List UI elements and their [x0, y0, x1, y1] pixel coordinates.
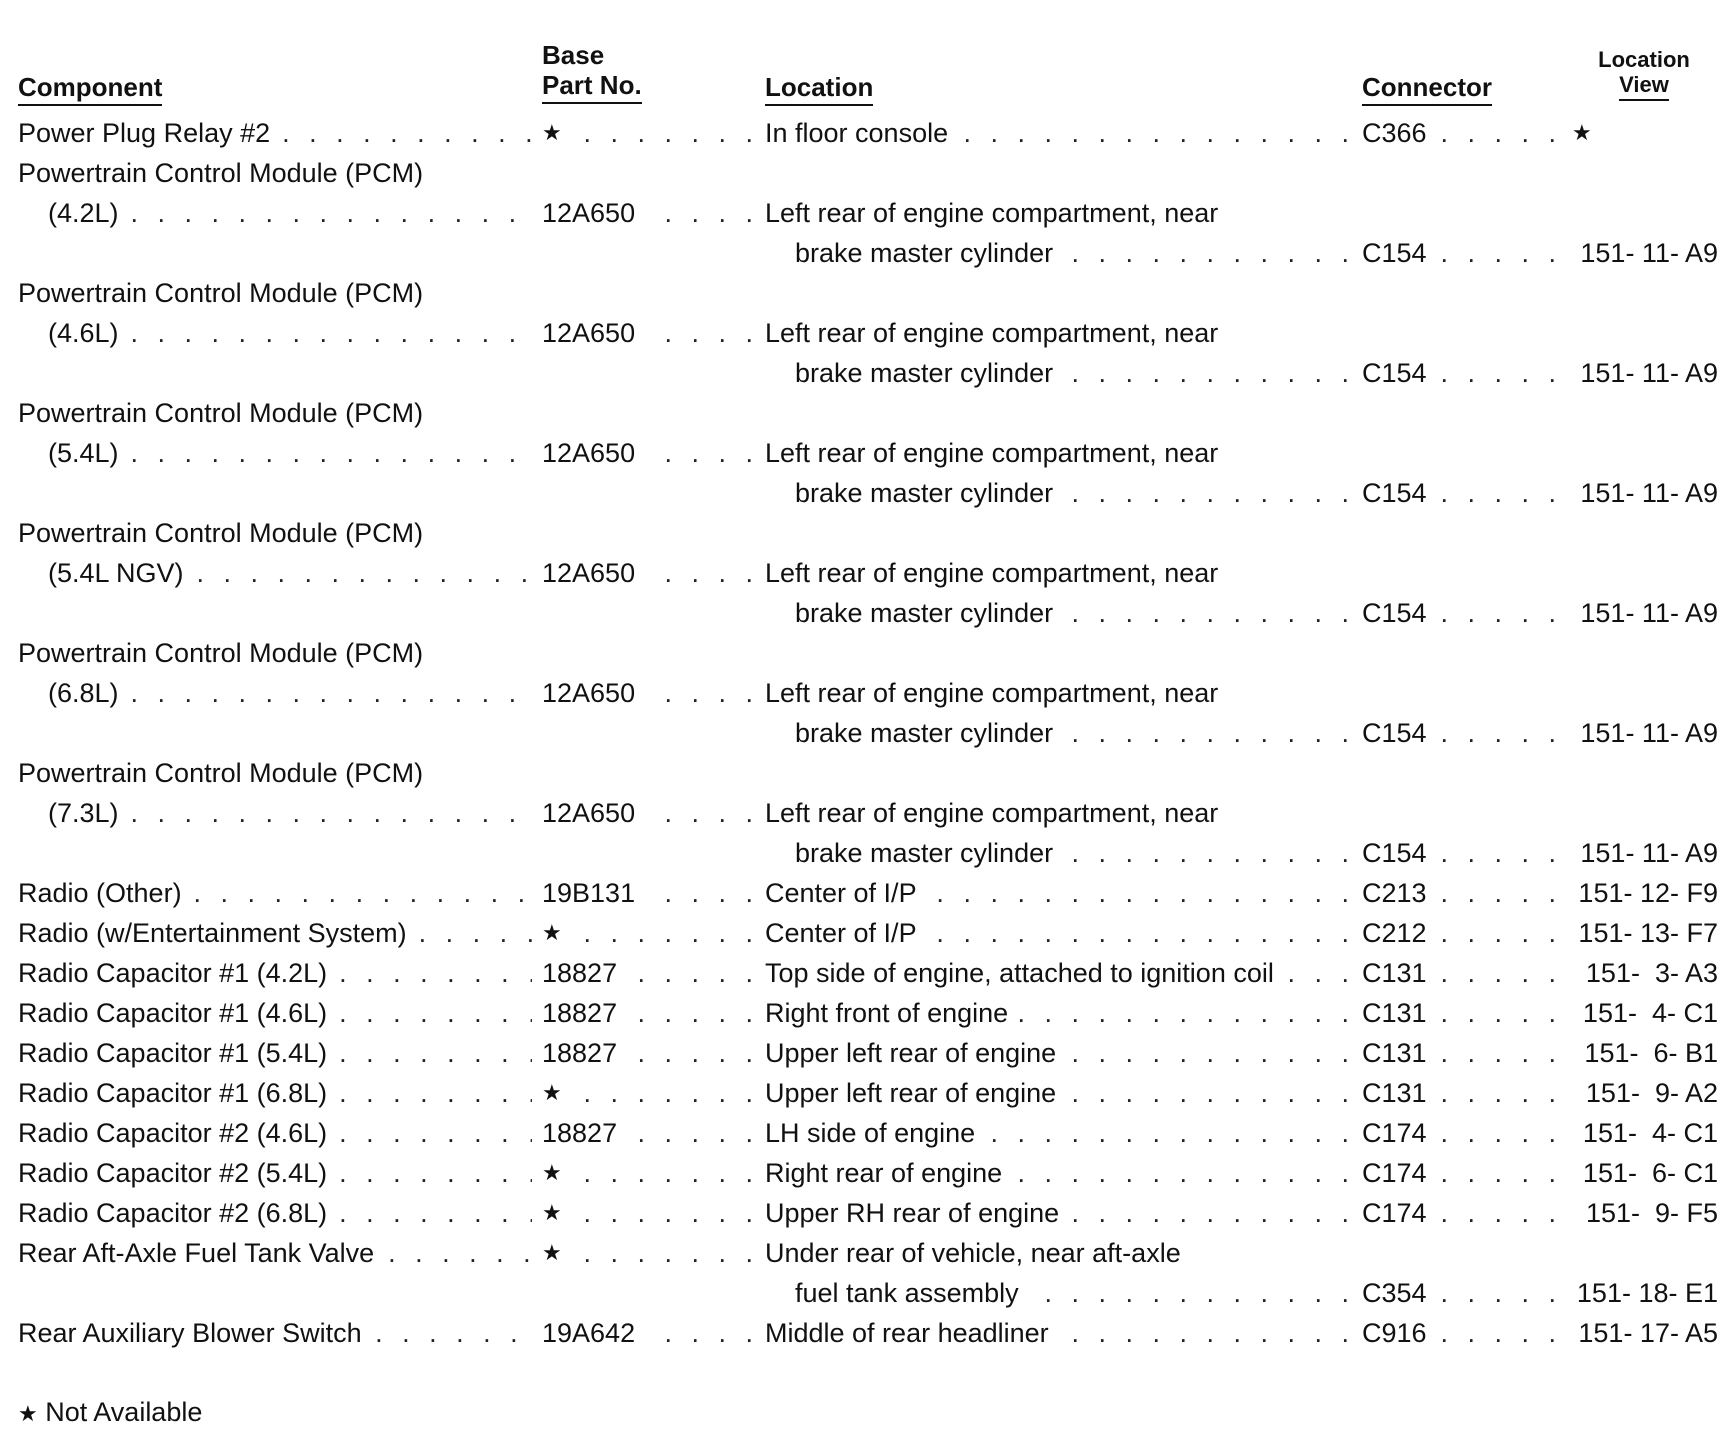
- dot-leader: [647, 793, 759, 833]
- component-cell: Powertrain Control Module (PCM): [18, 398, 424, 428]
- table-row: [0, 233, 1724, 273]
- table-row: [0, 753, 1724, 793]
- component-cell: Powertrain Control Module (PCM): [18, 638, 424, 668]
- connector-cell: C154: [1362, 358, 1427, 388]
- dot-leader: [629, 1033, 759, 1073]
- component-cell: Power Plug Relay #2: [18, 118, 271, 148]
- dot-leader: [1066, 1033, 1355, 1073]
- location-cell: Top side of engine, attached to ignition coil: [765, 958, 1274, 988]
- dot-leader: [1439, 873, 1562, 913]
- table-row: [0, 473, 1724, 513]
- header-location-view: [1588, 47, 1700, 101]
- dot-leader: [578, 1193, 759, 1233]
- location-cell: Center of I/P: [765, 878, 917, 908]
- location-cell: Left rear of engine compartment, near: [765, 198, 1219, 228]
- dot-leader: [1439, 1153, 1562, 1193]
- dot-leader: [1063, 833, 1355, 873]
- location-cell: brake master cylinder: [795, 238, 1054, 268]
- dot-leader: [647, 313, 759, 353]
- dot-leader: [339, 953, 532, 993]
- part-number-cell: 18827: [542, 1118, 618, 1148]
- dot-leader: [1439, 1273, 1562, 1313]
- part-number-cell: 18827: [542, 998, 618, 1028]
- header-view-bottom-label: View: [1619, 72, 1669, 101]
- table-row: [0, 1313, 1724, 1353]
- table-row: [0, 193, 1724, 233]
- dot-leader: [629, 993, 759, 1033]
- component-cell: (7.3L): [48, 798, 119, 828]
- part-number-cell: ★: [542, 1200, 562, 1225]
- dot-leader: [282, 113, 532, 153]
- part-number-cell: 18827: [542, 1038, 618, 1068]
- location-cell: Left rear of engine compartment, near: [765, 798, 1219, 828]
- dot-leader: [1029, 1273, 1355, 1313]
- dot-leader: [419, 913, 532, 953]
- dot-leader: [1063, 593, 1355, 633]
- location-cell: brake master cylinder: [795, 358, 1054, 388]
- header-location: [765, 72, 873, 106]
- dot-leader: [647, 193, 759, 233]
- table-row: [0, 353, 1724, 393]
- location-cell: Left rear of engine compartment, near: [765, 678, 1219, 708]
- dot-leader: [578, 1073, 759, 1113]
- location-view-cell: ★: [1572, 120, 1592, 145]
- dot-leader: [1059, 1313, 1355, 1353]
- dot-leader: [1284, 953, 1355, 993]
- connector-cell: C174: [1362, 1158, 1427, 1188]
- table-row: [0, 1233, 1724, 1273]
- component-cell: Radio Capacitor #1 (4.6L): [18, 998, 328, 1028]
- table-row: [0, 713, 1724, 753]
- component-cell: Radio Capacitor #1 (4.2L): [18, 958, 328, 988]
- location-view-cell: 151- 13- F7: [1578, 918, 1718, 948]
- dot-leader: [1439, 833, 1562, 873]
- location-view-cell: 151- 11- A9: [1580, 238, 1718, 268]
- connector-cell: C916: [1362, 1318, 1427, 1348]
- dot-leader: [131, 433, 532, 473]
- dot-leader: [339, 1153, 532, 1193]
- location-cell: Upper left rear of engine: [765, 1038, 1057, 1068]
- component-cell: Radio Capacitor #2 (4.6L): [18, 1118, 328, 1148]
- dot-leader: [1069, 1193, 1355, 1233]
- part-number-cell: ★: [542, 920, 562, 945]
- part-number-cell: 19B131: [542, 878, 636, 908]
- dot-leader: [197, 553, 532, 593]
- component-cell: Radio Capacitor #1 (6.8L): [18, 1078, 328, 1108]
- part-number-cell: 19A642: [542, 1318, 636, 1348]
- header-base-part-no: [542, 40, 642, 104]
- table-row: [0, 313, 1724, 353]
- part-number-cell: 12A650: [542, 318, 636, 348]
- component-cell: Rear Auxiliary Blower Switch: [18, 1318, 362, 1348]
- component-cell: Powertrain Control Module (PCM): [18, 758, 424, 788]
- dot-leader: [1063, 353, 1355, 393]
- connector-cell: C354: [1362, 1278, 1427, 1308]
- component-cell: (6.8L): [48, 678, 119, 708]
- location-view-cell: 151- 9- F5: [1585, 1198, 1718, 1228]
- part-number-cell: 12A650: [542, 798, 636, 828]
- table-row: [0, 153, 1724, 193]
- table-row: [0, 1033, 1724, 1073]
- location-view-cell: 151- 6- C1: [1582, 1158, 1718, 1188]
- table-row: [0, 673, 1724, 713]
- connector-cell: C213: [1362, 878, 1427, 908]
- dot-leader: [1439, 593, 1562, 633]
- dot-leader: [647, 1313, 759, 1353]
- dot-leader: [1012, 1153, 1355, 1193]
- connector-cell: C154: [1362, 478, 1427, 508]
- location-view-cell: 151- 17- A5: [1578, 1318, 1718, 1348]
- component-cell: Radio Capacitor #2 (6.8L): [18, 1198, 328, 1228]
- location-cell: In floor console: [765, 118, 949, 148]
- star-icon: ★: [18, 1401, 38, 1426]
- component-cell: (4.2L): [48, 198, 119, 228]
- dot-leader: [1439, 113, 1562, 153]
- dot-leader: [1439, 233, 1562, 273]
- location-view-cell: 151- 11- A9: [1580, 838, 1718, 868]
- location-cell: Left rear of engine compartment, near: [765, 438, 1219, 468]
- location-view-cell: 151- 11- A9: [1580, 358, 1718, 388]
- location-cell: Left rear of engine compartment, near: [765, 318, 1219, 348]
- location-view-cell: 151- 11- A9: [1580, 718, 1718, 748]
- part-number-cell: 12A650: [542, 198, 636, 228]
- dot-leader: [629, 1113, 759, 1153]
- dot-leader: [1439, 1073, 1562, 1113]
- table-row: [0, 793, 1724, 833]
- location-cell: LH side of engine: [765, 1118, 976, 1148]
- table-row: [0, 1273, 1724, 1313]
- location-view-cell: 151- 6- B1: [1584, 1038, 1718, 1068]
- connector-cell: C174: [1362, 1118, 1427, 1148]
- part-number-cell: 12A650: [542, 438, 636, 468]
- connector-cell: C174: [1362, 1198, 1427, 1228]
- header-component-label: Component: [18, 72, 162, 106]
- header-connector: [1362, 72, 1492, 106]
- dot-leader: [1439, 713, 1562, 753]
- footnote-text: Not Available: [45, 1397, 203, 1427]
- connector-cell: C154: [1362, 238, 1427, 268]
- dot-leader: [339, 1033, 532, 1073]
- component-cell: (5.4L): [48, 438, 119, 468]
- header-part-no-label: Part No.: [542, 70, 642, 104]
- part-number-cell: 12A650: [542, 678, 636, 708]
- dot-leader: [194, 873, 532, 913]
- location-cell: Right front of engine: [765, 998, 1009, 1028]
- dot-leader: [1439, 1193, 1562, 1233]
- location-cell: brake master cylinder: [795, 838, 1054, 868]
- location-view-cell: 151- 11- A9: [1580, 478, 1718, 508]
- table-row: [0, 873, 1724, 913]
- component-cell: Radio Capacitor #1 (5.4L): [18, 1038, 328, 1068]
- location-cell: Left rear of engine compartment, near: [765, 558, 1219, 588]
- component-cell: Radio Capacitor #2 (5.4L): [18, 1158, 328, 1188]
- table-row: [0, 513, 1724, 553]
- component-cell: Powertrain Control Module (PCM): [18, 518, 424, 548]
- table-row: [0, 1193, 1724, 1233]
- header-view-top-label: Location: [1598, 47, 1690, 72]
- dot-leader: [131, 793, 532, 833]
- dot-leader: [131, 673, 532, 713]
- component-cell: (5.4L NGV): [48, 558, 184, 588]
- dot-leader: [578, 113, 759, 153]
- dot-leader: [1439, 993, 1562, 1033]
- connector-cell: C131: [1362, 1038, 1427, 1068]
- part-number-cell: 12A650: [542, 558, 636, 588]
- location-cell: Upper RH rear of engine: [765, 1198, 1060, 1228]
- dot-leader: [1063, 713, 1355, 753]
- footnote: [18, 1392, 202, 1434]
- dot-leader: [927, 913, 1355, 953]
- dot-leader: [1439, 1033, 1562, 1073]
- dot-leader: [339, 1193, 532, 1233]
- location-view-cell: 151- 3- A3: [1585, 958, 1718, 988]
- location-cell: Upper left rear of engine: [765, 1078, 1057, 1108]
- table-row: [0, 393, 1724, 433]
- location-cell: fuel tank assembly: [795, 1278, 1019, 1308]
- table-row: [0, 553, 1724, 593]
- dot-leader: [647, 433, 759, 473]
- part-number-cell: ★: [542, 1240, 562, 1265]
- location-cell: brake master cylinder: [795, 478, 1054, 508]
- dot-leader: [578, 913, 759, 953]
- table-row: [0, 113, 1724, 153]
- part-number-cell: ★: [542, 120, 562, 145]
- dot-leader: [1439, 353, 1562, 393]
- component-cell: Radio (Other): [18, 878, 182, 908]
- dot-leader: [339, 1113, 532, 1153]
- part-number-cell: ★: [542, 1160, 562, 1185]
- table-row: [0, 993, 1724, 1033]
- component-cell: Powertrain Control Module (PCM): [18, 158, 424, 188]
- location-view-cell: 151- 11- A9: [1580, 598, 1718, 628]
- table-row: [0, 953, 1724, 993]
- table-row: [0, 433, 1724, 473]
- location-view-cell: 151- 9- A2: [1585, 1078, 1718, 1108]
- connector-cell: C154: [1362, 838, 1427, 868]
- dot-leader: [339, 1073, 532, 1113]
- location-cell: Right rear of engine: [765, 1158, 1003, 1188]
- dot-leader: [131, 313, 532, 353]
- table-row: [0, 593, 1724, 633]
- location-cell: Middle of rear headliner: [765, 1318, 1049, 1348]
- dot-leader: [985, 1113, 1355, 1153]
- location-cell: Center of I/P: [765, 918, 917, 948]
- header-component: [18, 72, 162, 106]
- location-cell: brake master cylinder: [795, 598, 1054, 628]
- location-cell: brake master cylinder: [795, 718, 1054, 748]
- dot-leader: [1066, 1073, 1355, 1113]
- connector-cell: C131: [1362, 1078, 1427, 1108]
- part-number-cell: ★: [542, 1080, 562, 1105]
- dot-leader: [375, 1313, 532, 1353]
- dot-leader: [927, 873, 1355, 913]
- dot-leader: [958, 113, 1355, 153]
- location-view-cell: 151- 18- E1: [1576, 1278, 1718, 1308]
- table-row: [0, 1153, 1724, 1193]
- table-row: [0, 1113, 1724, 1153]
- dot-leader: [1063, 233, 1355, 273]
- connector-cell: C154: [1362, 718, 1427, 748]
- dot-leader: [1018, 993, 1355, 1033]
- connector-cell: C366: [1362, 118, 1427, 148]
- header-location-label: Location: [765, 72, 873, 106]
- component-cell: Radio (w/Entertainment System): [18, 918, 407, 948]
- dot-leader: [578, 1153, 759, 1193]
- dot-leader: [1439, 913, 1562, 953]
- location-view-cell: 151- 4- C1: [1582, 1118, 1718, 1148]
- table-row: [0, 913, 1724, 953]
- dot-leader: [131, 193, 532, 233]
- table-row: [0, 833, 1724, 873]
- dot-leader: [1439, 1313, 1562, 1353]
- header-base-label: Base: [542, 40, 605, 70]
- table-row: [0, 633, 1724, 673]
- header-connector-label: Connector: [1362, 72, 1492, 106]
- table-row: [0, 1073, 1724, 1113]
- dot-leader: [388, 1233, 532, 1273]
- dot-leader: [1063, 473, 1355, 513]
- location-cell: Under rear of vehicle, near aft-axle: [765, 1238, 1181, 1268]
- part-number-cell: 18827: [542, 958, 618, 988]
- connector-cell: C154: [1362, 598, 1427, 628]
- dot-leader: [339, 993, 532, 1033]
- dot-leader: [647, 553, 759, 593]
- component-cell: (4.6L): [48, 318, 119, 348]
- dot-leader: [647, 873, 759, 913]
- component-cell: Rear Aft-Axle Fuel Tank Valve: [18, 1238, 375, 1268]
- dot-leader: [1439, 953, 1562, 993]
- dot-leader: [1439, 473, 1562, 513]
- connector-cell: C212: [1362, 918, 1427, 948]
- connector-cell: C131: [1362, 998, 1427, 1028]
- location-view-cell: 151- 4- C1: [1582, 998, 1718, 1028]
- dot-leader: [578, 1233, 759, 1273]
- location-view-cell: 151- 12- F9: [1578, 878, 1718, 908]
- connector-cell: C131: [1362, 958, 1427, 988]
- dot-leader: [629, 953, 759, 993]
- dot-leader: [1439, 1113, 1562, 1153]
- dot-leader: [647, 673, 759, 713]
- table-row: [0, 273, 1724, 313]
- component-cell: Powertrain Control Module (PCM): [18, 278, 424, 308]
